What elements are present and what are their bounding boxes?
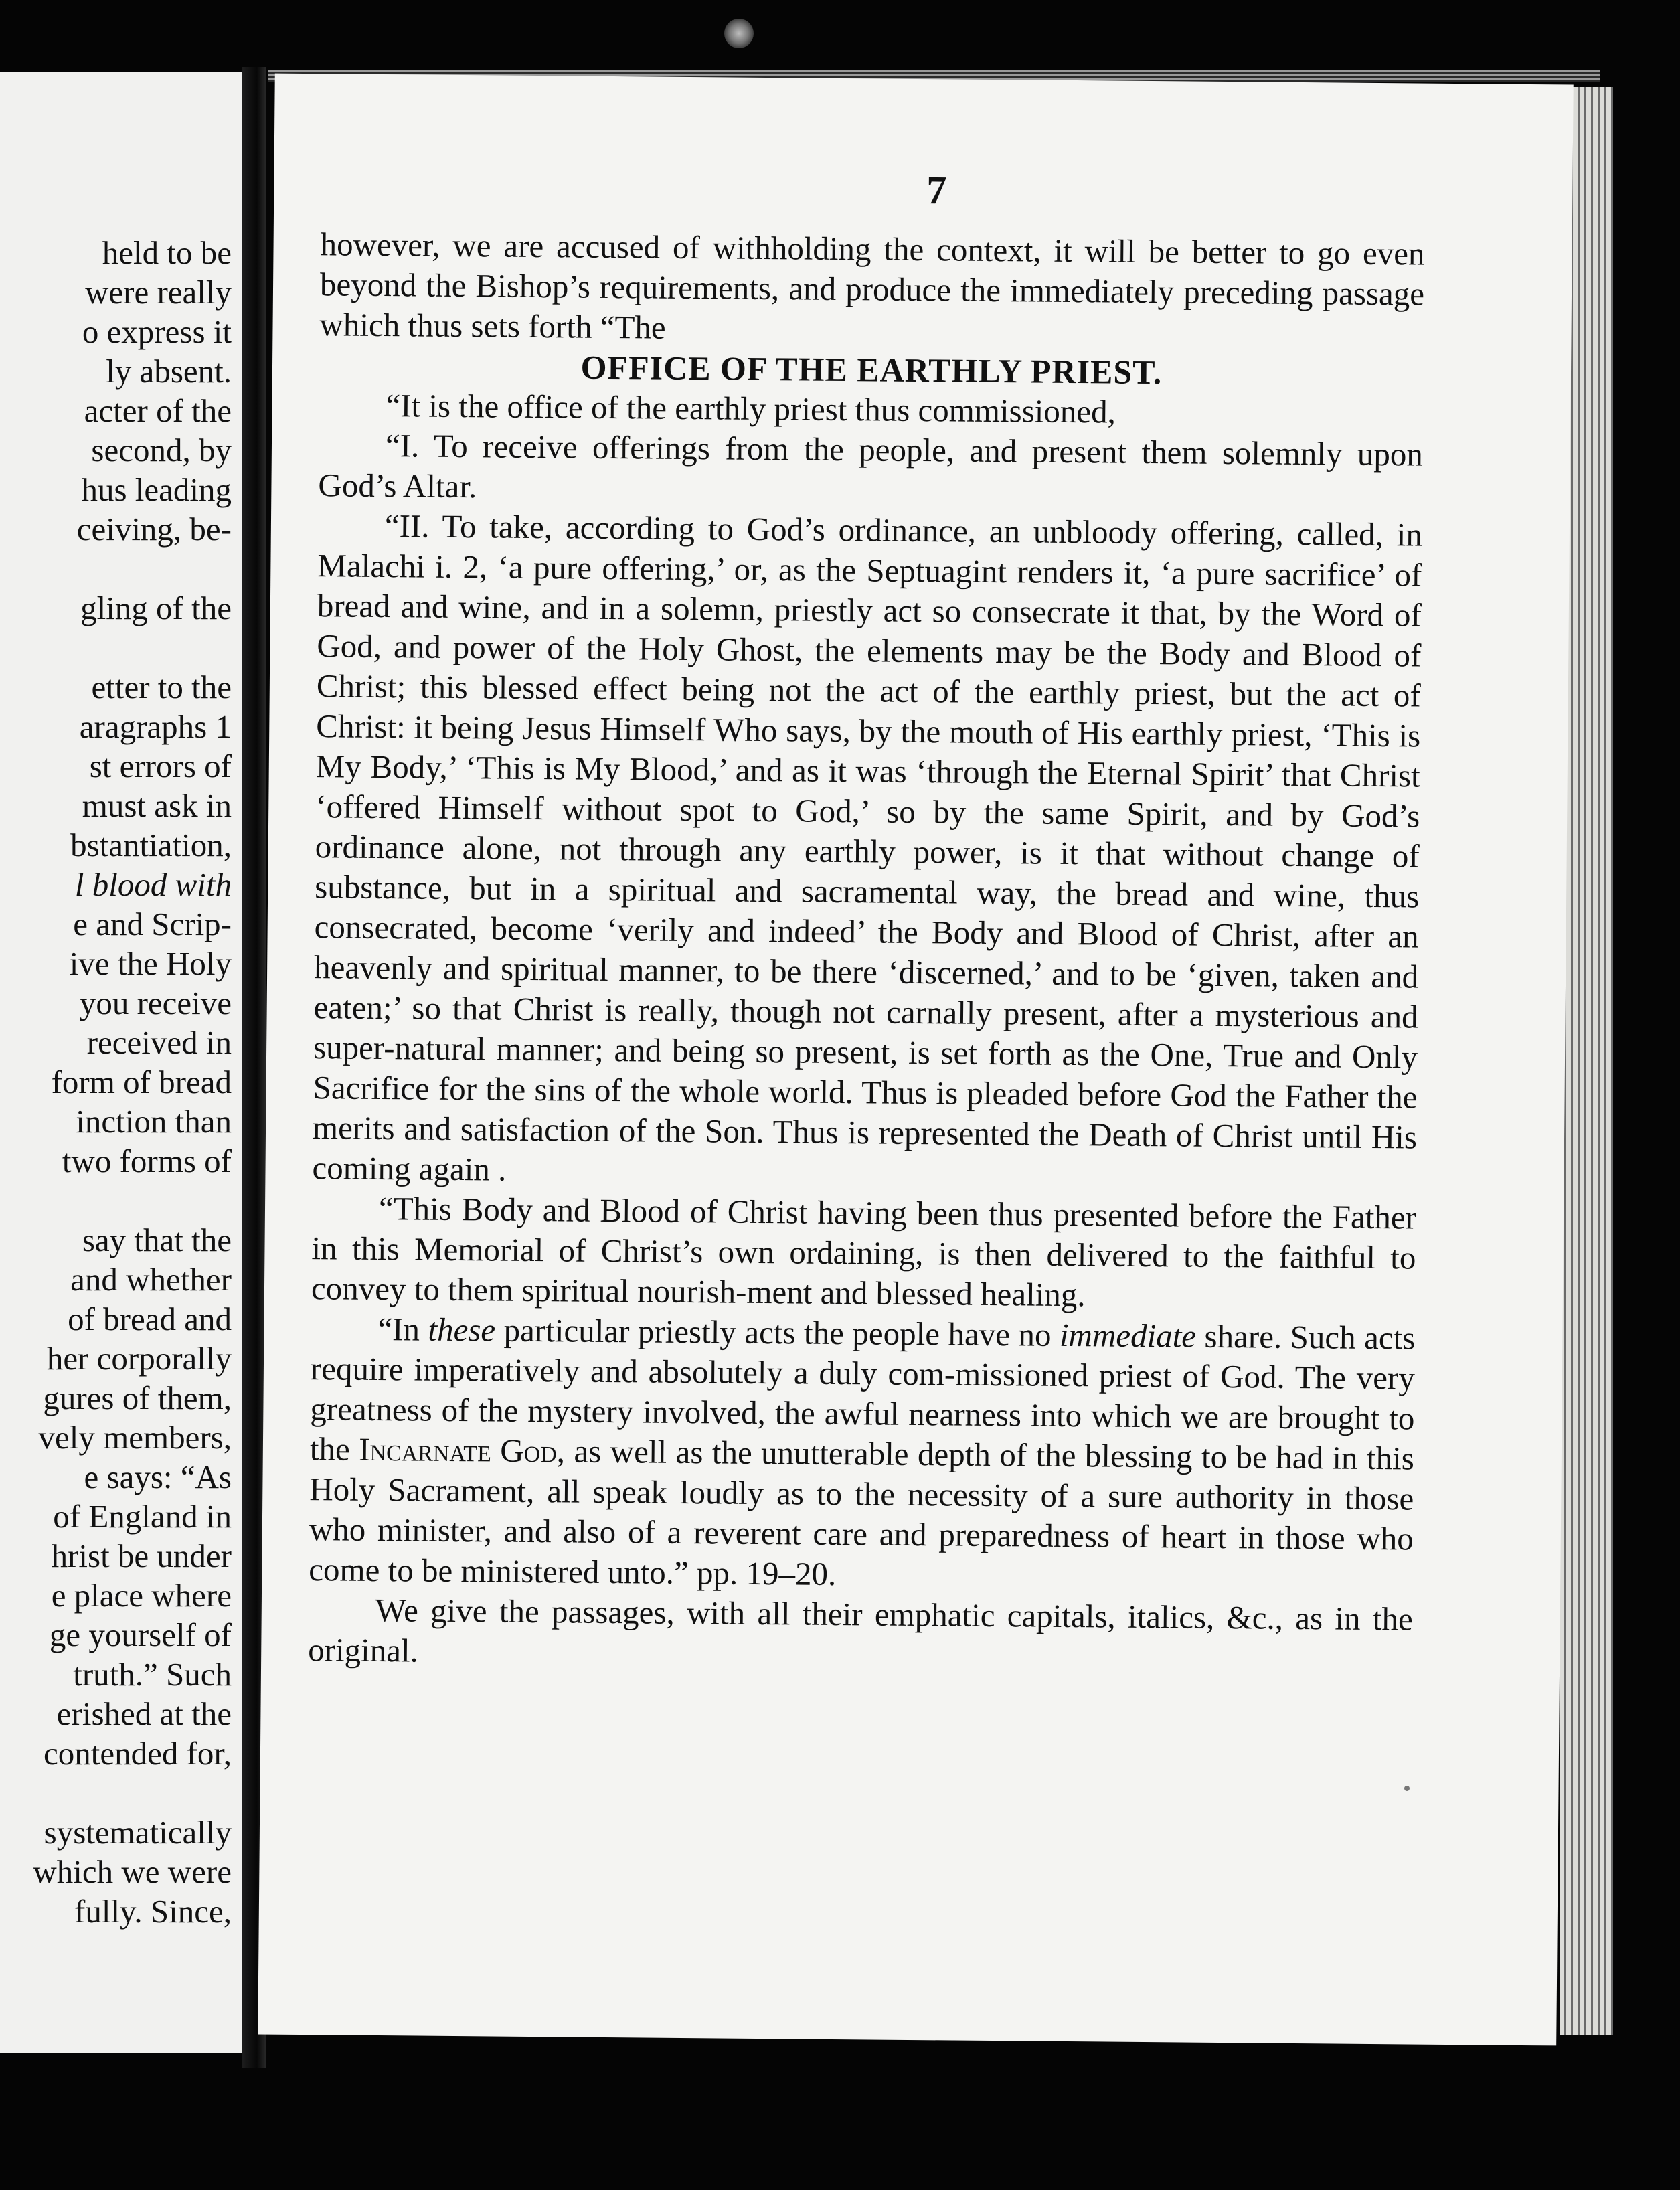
binding-mark (724, 19, 754, 48)
left-page-line: vely members, (38, 1419, 232, 1456)
left-page-line: etter to the (91, 669, 232, 705)
left-page-line: ceiving, be- (76, 511, 232, 548)
left-page-line: ly absent. (106, 353, 232, 390)
text-run: “In (377, 1311, 428, 1348)
left-page-line: form of bread (51, 1064, 232, 1100)
italic-immediate: immediate (1059, 1316, 1197, 1355)
left-page-line: bstantiation, (70, 827, 232, 863)
left-page-line: must ask in (82, 787, 232, 824)
intro-paragraph: however, we are accused of withholding the context, it will be better to go even beyond the Bishop’s requirements, and produce the immediately preceding passage which thus sets forth “The (319, 226, 1425, 346)
paragraph-office: “It is the office of the earthly priest thus commissioned, (386, 387, 1116, 430)
left-page-line: which we were (33, 1853, 232, 1890)
left-page-line (4, 549, 232, 588)
left-page-line: fully. Since, (74, 1893, 232, 1930)
text-run: particular priestly acts the people have no (495, 1311, 1060, 1353)
italic-these: these (428, 1311, 496, 1349)
left-page-line: st errors of (89, 748, 232, 784)
left-page-line: inction than (76, 1103, 232, 1140)
left-page-line: o express it (82, 313, 232, 350)
left-page-line: second, by (91, 432, 232, 469)
left-page-line: gures of them, (43, 1379, 232, 1416)
left-page-line: erished at the (56, 1695, 232, 1732)
left-page-line (4, 1773, 232, 1813)
left-page-line: e and Scrip- (73, 906, 232, 942)
left-page-line: received in (86, 1024, 232, 1061)
left-page-line: e place where (51, 1577, 232, 1614)
left-page-line: of bread and (68, 1300, 232, 1337)
left-page-line (4, 1181, 232, 1220)
paragraph-first-duty: “I. To receive offerings from the people, and present them solemnly upon God’s Altar. (318, 427, 1424, 505)
left-page-line (4, 628, 232, 667)
left-page-lines (4, 233, 232, 1931)
left-page-line: and whether (70, 1261, 232, 1298)
left-page-line: truth.” Such (73, 1656, 232, 1693)
left-page-line: ive the Holy (69, 945, 232, 982)
left-page-line: of England in (53, 1498, 232, 1535)
section-heading: OFFICE OF THE EARTHLY PRIEST. (580, 348, 1163, 392)
right-page (258, 74, 1573, 2046)
left-page-line: systematically (44, 1814, 232, 1851)
left-page-line: two forms of (62, 1143, 232, 1179)
left-page-line: you receive (79, 985, 232, 1021)
left-page-line: were really (85, 274, 232, 311)
left-page-line: her corporally (46, 1340, 232, 1377)
page-speck (1404, 1786, 1410, 1791)
left-page-line: gling of the (80, 590, 232, 626)
left-page-line: acter of the (84, 392, 232, 429)
left-page-line: hrist be under (51, 1537, 232, 1574)
text-run: , as well as the unutterable depth of the blessing to be had in this Holy Sacrament, all speak loudly as to the necessity of a sure authority in those who minister, and also of a reverent care and preparedness of heart in those who come to be ministered unto.” pp. 19–20. (309, 1432, 1415, 1592)
left-page-line: say that the (82, 1222, 232, 1258)
left-page-line: hus leading (81, 471, 232, 508)
left-page-line: e says: “As (84, 1458, 232, 1495)
page-number: 7 (926, 168, 947, 213)
paragraph-body-and-blood: “This Body and Blood of Christ having been thus presented before the Father in this Memorial of Christ’s own ordaining, is then delivered to the faithful to convey to them spiritual nourish-ment and blessed healing. (311, 1190, 1417, 1314)
left-page-line: ge yourself of (49, 1616, 232, 1653)
small-caps-incarnate-god: Incarnate God (358, 1430, 558, 1470)
left-page-line: held to be (102, 234, 232, 271)
left-page-line: l blood with (74, 866, 232, 903)
paragraph-second-duty: “II. To take, according to God’s ordinance, an unbloody offering, called, in Malachi i. 2, ‘a pure offering,’ or, as the Septuagint renders it, ‘a pure sacrifice’ of bread and wine, and in a solemn, priestly act so consecrate it that, by the Word of God, and power of the Holy Ghost, the elements may be the Body and Blood of Christ; this blessed effect being not the act of the earthly priest, but the act of Christ: it being Jesus Himself Who says, by the mouth of His earthly priest, ‘This is My Body,’ ‘This is My Blood,’ and as it was ‘through the Eternal Spirit’ that Christ ‘offered Himself without spot to God,’ so by the same Spirit, and by God’s ordinance alone, not through any earthly power, is it that without change of substance, but in a spiritual and sacramental way, the bread and wine, thus consecrated, become ‘verily and indeed’ the Body and Blood of Christ, after an heavenly and spiritual manner, to be there ‘discerned,’ and to be ‘given, taken and eaten;’ so that Christ is really, though not carnally present, after a mysterious and super-natural manner; and being so present, is set forth as the One, True and Only Sacrifice for the sins of the whole world. Thus is pleaded before God the Father the merits and satisfaction of the Son. Thus is represented the Death of Christ until His coming again . (312, 507, 1423, 1188)
paragraph-closing-note: We give the passages, with all their emphatic capitals, italics, &c., as in the original. (308, 1591, 1413, 1669)
paragraph-priestly-acts (309, 1309, 1416, 1599)
left-page (0, 72, 242, 2053)
left-page-line: contended for, (43, 1735, 232, 1772)
left-page-line: aragraphs 1 (79, 708, 232, 745)
page-body (308, 224, 1425, 1679)
text-run: share. Such acts require imperatively and absolutely a duly com-missioned priest of God. The very greatness of the mystery involved, the awful nearness into which we are brought to the (309, 1317, 1416, 1468)
